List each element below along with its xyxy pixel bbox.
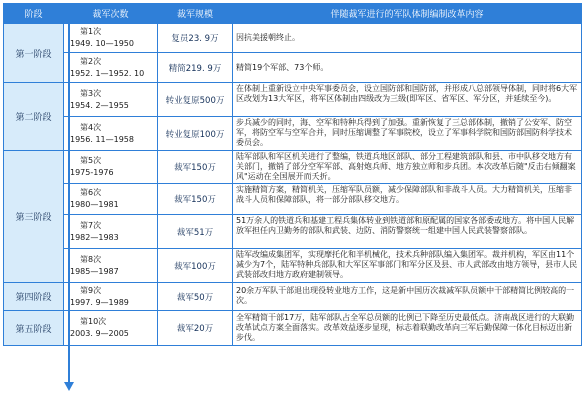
- batch-cell: 第8次 1985—1987: [64, 249, 158, 283]
- batch-cell: 第10次 2003. 9—2005: [64, 311, 158, 346]
- reform-cell: 陆军部队和军区机关进行了整编，铁道兵地区部队、部分工程建筑部队和县、市中队移交地方有关部门，撤销了部分空军军部、高射炮兵师、地方独立师和步兵团。本次改革后随"反击右倾翻案风"运动在全国展开而夭折。: [233, 151, 582, 184]
- batch-cell: 第4次 1956. 11—1958: [64, 117, 158, 151]
- batch-cell: 第2次 1952. 1—1952. 10: [64, 53, 158, 83]
- scale-cell: 裁军150万: [158, 151, 233, 184]
- table-row: [4, 215, 582, 249]
- table-row: [4, 283, 582, 311]
- scale-cell: 裁军51万: [158, 215, 233, 249]
- reform-cell: 全军精简干部17万，陆军部队占全军总员额的比例已下降至历史最低点。济南战区进行的大联勤改革试点方案全面落实。改革效益逐步显现，标志着联勤改革向三军后勤保障一体化目标迈出新步伐。: [233, 311, 582, 346]
- reform-cell: 在体制上重新设立中央军事委员会，设立国防部和国防部，并形成八总部领导体制，同时将6大军区改划为13大军区，将军区体制由四级改为三级(即军区、省军区、军分区，并延续至今)。: [233, 83, 582, 117]
- scale-cell: 转业复原500万: [158, 83, 233, 117]
- header-reform: 伴随裁军进行的军队体制编制改革内容: [233, 4, 582, 24]
- table-row: [4, 53, 582, 83]
- table-row: [4, 117, 582, 151]
- batch-cell: 第6次 1980—1981: [64, 184, 158, 215]
- military-downsizing-table: [3, 3, 582, 346]
- stage-cell-4: 第四阶段: [4, 283, 64, 311]
- table-row: [4, 24, 582, 53]
- scale-cell: 裁军50万: [158, 283, 233, 311]
- reform-cell: 因抗美援朝终止。: [233, 24, 582, 53]
- header-stage: 阶段: [4, 4, 64, 24]
- stage-cell-1: 第一阶段: [4, 24, 64, 83]
- header-row: [4, 4, 582, 24]
- header-scale: 裁军规模: [158, 4, 233, 24]
- scale-cell: 裁军20万: [158, 311, 233, 346]
- batch-cell: 第3次 1954. 2—1955: [64, 83, 158, 117]
- batch-cell: 第7次 1982—1983: [64, 215, 158, 249]
- table-row: [4, 249, 582, 283]
- scale-cell: 裁军150万: [158, 184, 233, 215]
- table-row: [4, 184, 582, 215]
- batch-cell: 第5次 1975-1976: [64, 151, 158, 184]
- reform-cell: 51万余人的铁道兵和基建工程兵集体转业到铁道部和原配属的国家各部委或地方。将中国人民解放军担任内卫勤务的部队和武装、边防、消防警察统一组建中国人民武装警察部队。: [233, 215, 582, 249]
- reform-cell: 步兵减少的同时，海、空军和特种兵得到了加强。重新恢复了三总部体制，撤销了公安军、防空军，将防空军与空军合并，同时压缩调整了军事院校，设立了军事科学院和国防部国防科学技术委员会。: [233, 117, 582, 151]
- reform-cell: 实施精简方案，精简机关，压缩军队员额，减少保障部队和非战斗人员。大力精简机关，压缩非战斗人员和保障部队，将一部分部队移交地方。: [233, 184, 582, 215]
- reform-cell: 陆军改编成集团军，实现摩托化和半机械化，技术兵种部队编入集团军。裁并机构，军区由11个减少为7个，陆军特种兵部队和大军区军事部门和军分区及县、市人武部改由地方领导，县市人民武装部改归地方政府建制领导。: [233, 249, 582, 283]
- timeline-arrow-head-icon: [64, 382, 74, 391]
- table-row: [4, 151, 582, 184]
- table-row: [4, 311, 582, 346]
- stage-cell-3: 第三阶段: [4, 151, 64, 283]
- table-row: [4, 83, 582, 117]
- stage-cell-5: 第五阶段: [4, 311, 64, 346]
- scale-cell: 转业复原100万: [158, 117, 233, 151]
- batch-cell: 第1次 1949. 10—1950: [64, 24, 158, 53]
- timeline-arrow-line: [68, 24, 70, 386]
- reform-cell: 20余万军队干部退出现役转业地方工作，这是新中国历次裁减军队员额中干部精简比例较高的一次。: [233, 283, 582, 311]
- batch-cell: 第9次 1997. 9—1989: [64, 283, 158, 311]
- scale-cell: 精简219. 9万: [158, 53, 233, 83]
- scale-cell: 裁军100万: [158, 249, 233, 283]
- scale-cell: 复员23. 9万: [158, 24, 233, 53]
- reform-cell: 精简19个军部、73个师。: [233, 53, 582, 83]
- stage-cell-2: 第二阶段: [4, 83, 64, 151]
- header-batch: 裁军次数: [64, 4, 158, 24]
